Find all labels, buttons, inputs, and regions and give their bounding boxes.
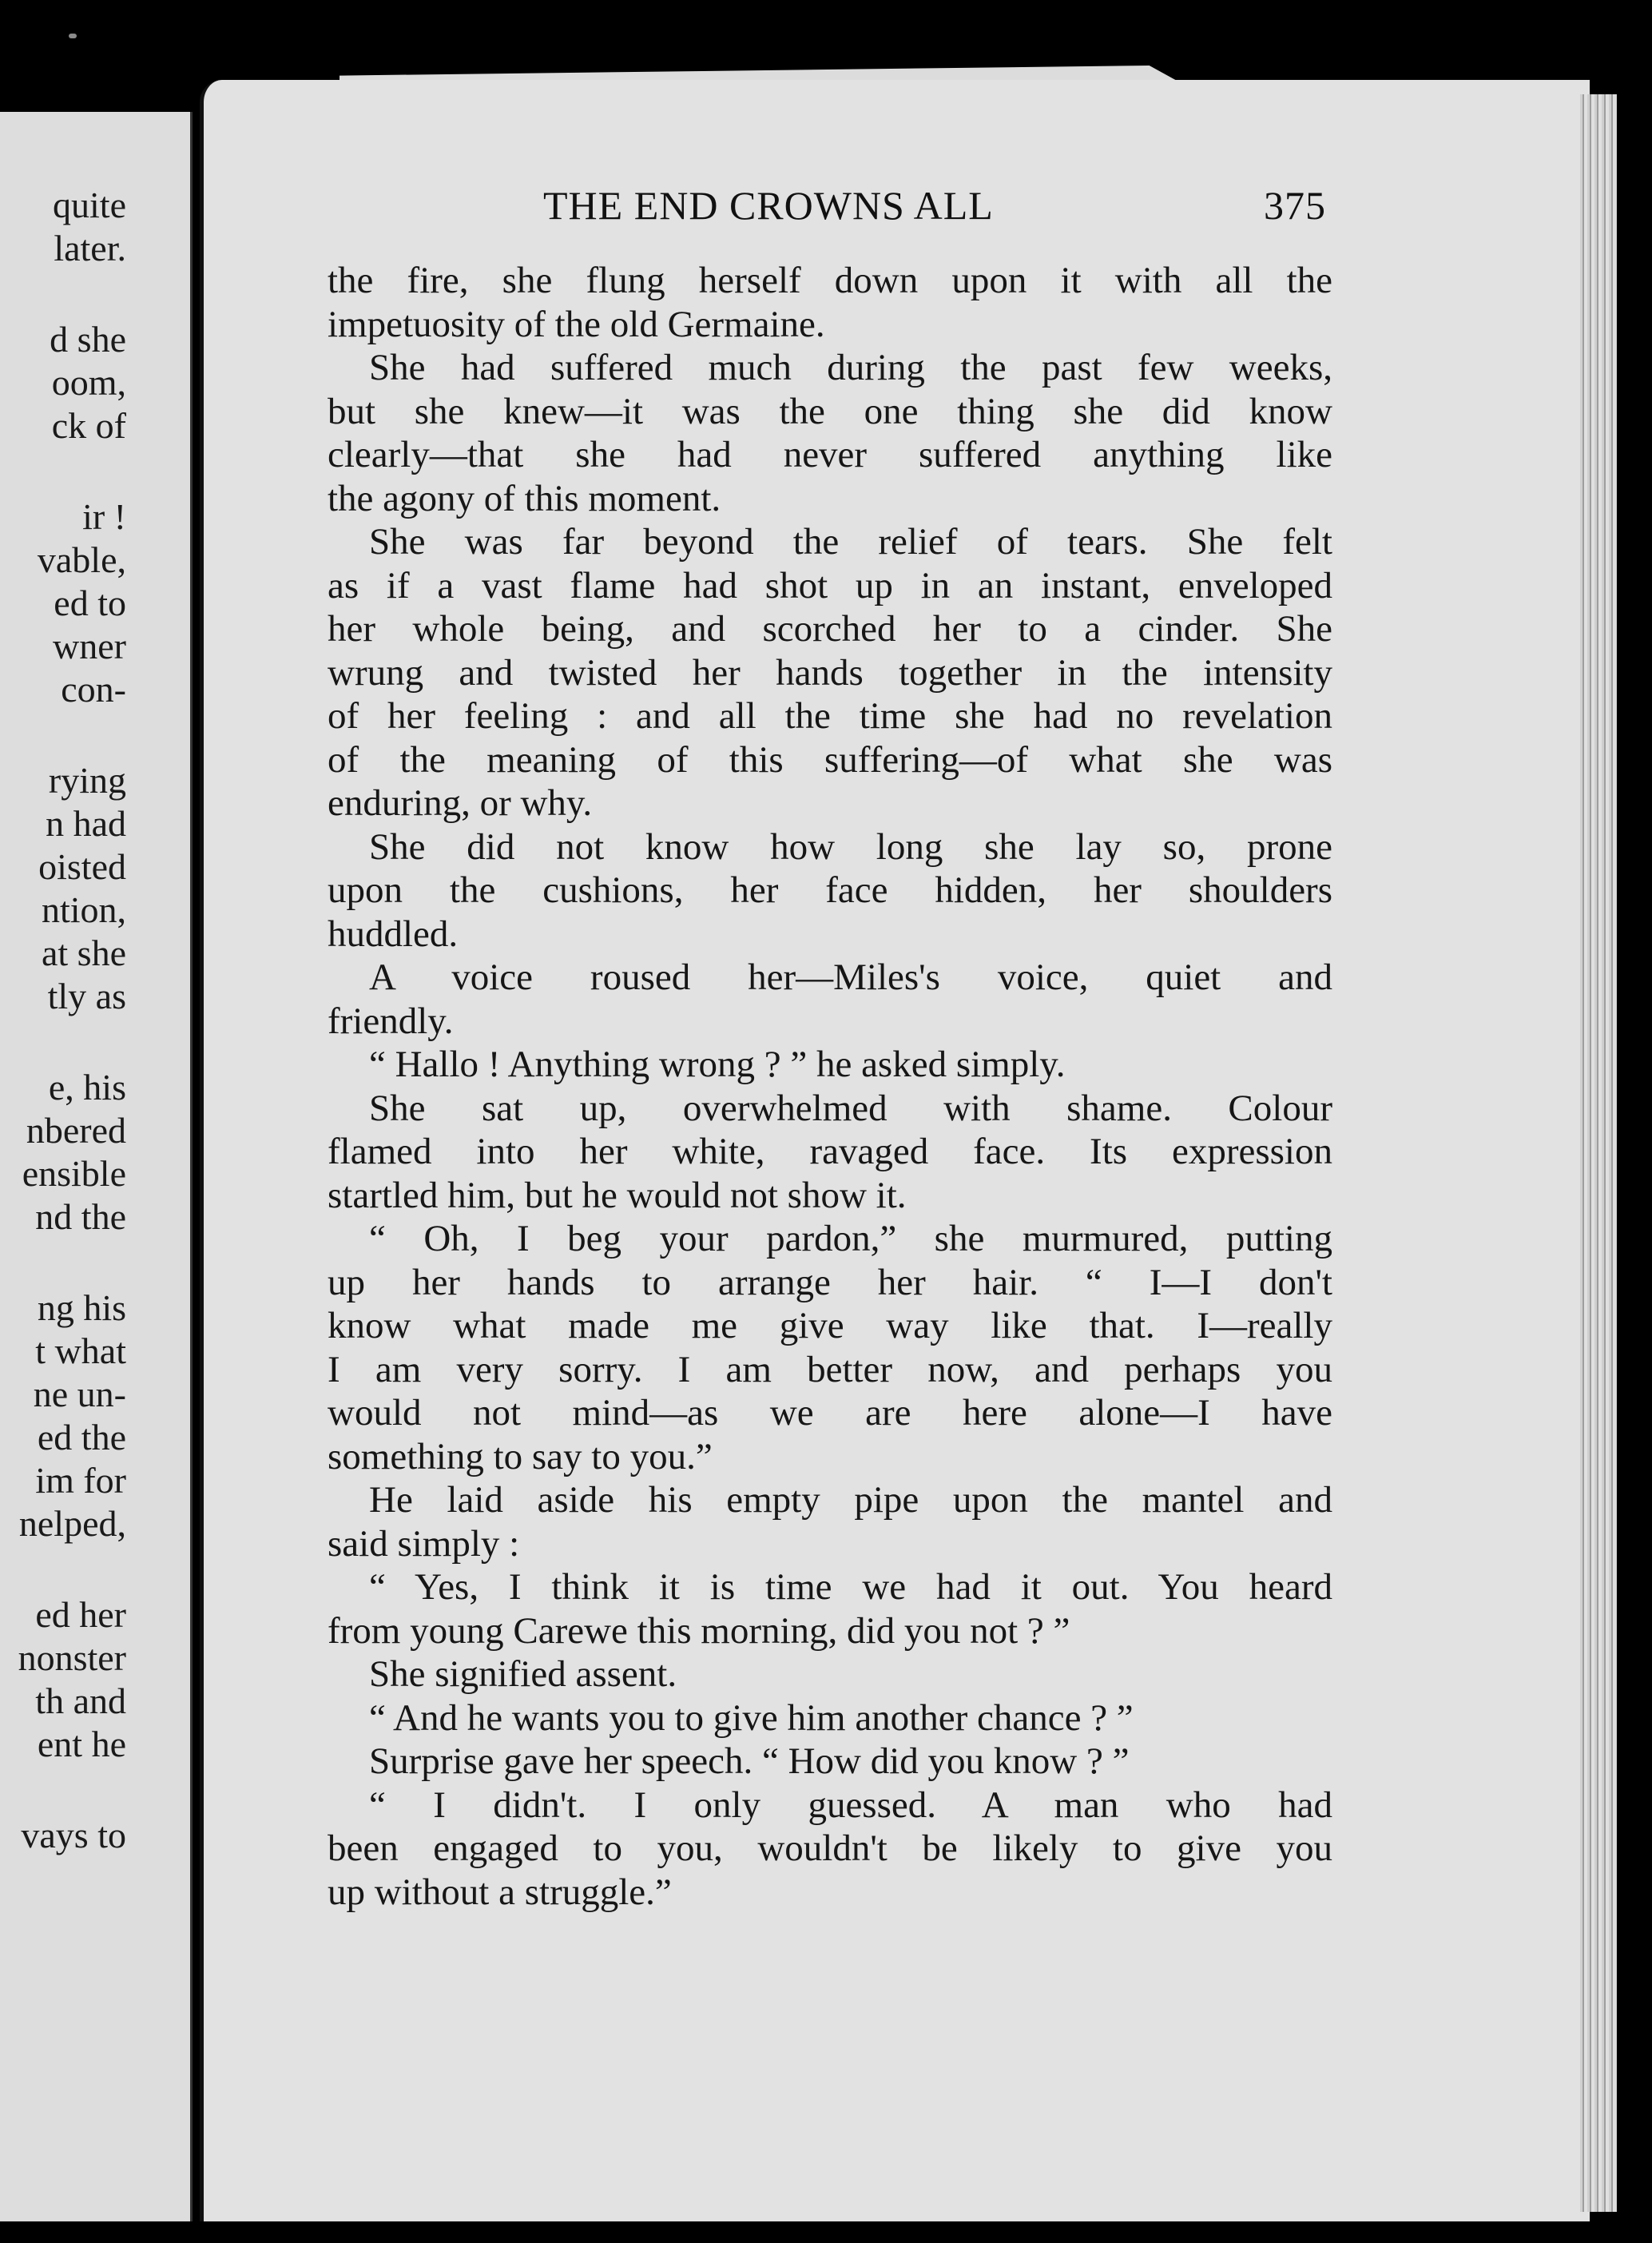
left-page-fragment: nonster — [18, 1637, 126, 1678]
left-page-fragment: ck of — [51, 405, 126, 446]
left-page-fragment: nbered — [26, 1110, 126, 1151]
text-line: “ Hallo ! Anything wrong ? ” he asked simply. — [369, 1044, 1066, 1085]
left-page-fragment: ed her — [35, 1594, 126, 1635]
left-page-fragment: th and — [35, 1680, 126, 1721]
scan-speck — [69, 34, 77, 38]
text-line: something to say to you.” — [328, 1435, 713, 1477]
left-page-fragment: later. — [54, 228, 126, 268]
text-line: said simply : — [328, 1522, 520, 1565]
text-line: from young Carewe this morning, did you not ? ” — [328, 1609, 1070, 1652]
text-line: startled him, but he would not show it. — [328, 1174, 907, 1216]
text-line: She had suffered much during the past few weeks, — [369, 347, 1332, 388]
text-line: impetuosity of the old Germaine. — [328, 303, 825, 345]
text-line: Surprise gave her speech. “ How did you know ? ” — [369, 1740, 1130, 1782]
text-line: the fire, she flung herself down upon it with all the — [328, 260, 1332, 301]
text-line: been engaged to you, wouldn't be likely to give you — [328, 1827, 1332, 1869]
text-line: her whole being, and scorched her to a cinder. She — [328, 608, 1332, 650]
left-page-fragment: wner — [53, 626, 126, 666]
text-line: as if a vast flame had shot up in an instant, enveloped — [328, 564, 1332, 606]
left-page-fragment: ntion, — [41, 889, 126, 930]
running-head — [328, 182, 1326, 230]
left-page-fragment: ng his — [37, 1287, 126, 1328]
left-page-fragment: con- — [61, 669, 126, 710]
text-line: “ Yes, I think it is time we had it out. You heard — [369, 1566, 1332, 1608]
text-line: She did not know how long she lay so, prone — [369, 825, 1332, 868]
left-page-fragment: ir ! — [82, 496, 126, 537]
left-page-fragment: nd the — [35, 1196, 126, 1237]
text-line: She was far beyond the relief of tears. She felt — [369, 521, 1332, 563]
text-line: “ Oh, I beg your pardon,” she murmured, putting — [369, 1218, 1332, 1259]
left-page-fragment: ed the — [37, 1417, 126, 1458]
left-page-fragment: e, his — [48, 1067, 126, 1108]
text-line: but she knew—it was the one thing she did know — [328, 390, 1332, 432]
text-line: She sat up, overwhelmed with shame. Colour — [369, 1087, 1332, 1129]
left-page-fragment: tly as — [47, 976, 126, 1016]
left-page-fragment: im for — [35, 1460, 126, 1501]
left-page-fragment: nelped, — [18, 1503, 126, 1544]
left-page-fragment: ent he — [37, 1724, 126, 1764]
left-page-fragment: vays to — [21, 1815, 126, 1855]
left-page-fragment: d she — [50, 319, 126, 360]
text-line: wrung and twisted her hands together in the intensity — [328, 651, 1332, 694]
page-edge-shadow — [1580, 94, 1617, 2212]
left-page-fragment: t what — [35, 1330, 126, 1371]
text-line: huddled. — [328, 913, 459, 955]
text-line: A voice roused her—Miles's voice, quiet and — [369, 956, 1332, 998]
text-line: “ And he wants you to give him another chance ? ” — [369, 1696, 1134, 1739]
text-line: up her hands to arrange her hair. “ I—I don't — [328, 1261, 1332, 1303]
left-page-fragment: ed to — [54, 583, 126, 623]
left-page-fragment: ne un- — [33, 1374, 126, 1414]
text-line: He laid aside his empty pipe upon the mantel and — [369, 1479, 1332, 1521]
text-line: upon the cushions, her face hidden, her shoulders — [328, 869, 1332, 911]
body-text — [328, 259, 1332, 1914]
left-page — [0, 112, 193, 2221]
text-line: the agony of this moment. — [328, 477, 721, 519]
left-page-fragment: oom, — [51, 362, 126, 403]
text-line: flamed into her white, ravaged face. Its expression — [328, 1131, 1332, 1172]
text-line: of her feeling : and all the time she had no revelation — [328, 695, 1332, 737]
text-line: friendly. — [328, 1000, 454, 1042]
left-page-fragment: ensible — [22, 1153, 126, 1194]
left-page-fragment: at she — [41, 933, 126, 973]
left-page-fragment: oisted — [38, 846, 126, 887]
running-head-title: THE END CROWNS ALL — [543, 183, 994, 228]
text-line: She signified assent. — [369, 1653, 677, 1695]
text-line: enduring, or why. — [328, 782, 593, 824]
left-page-fragment: quite — [53, 185, 126, 225]
text-line: of the meaning of this suffering—of what she was — [328, 738, 1332, 781]
page-number: 375 — [1264, 183, 1326, 228]
text-line: would not mind—as we are here alone—I have — [328, 1392, 1332, 1434]
text-line: know what made me give way like that. I—really — [328, 1305, 1332, 1346]
text-line: up without a struggle.” — [328, 1871, 672, 1913]
text-line: clearly—that she had never suffered anything like — [328, 434, 1332, 475]
left-page-fragment: rying — [48, 760, 126, 801]
left-page-fragment: n had — [46, 803, 126, 844]
left-page-fragment: vable, — [37, 539, 126, 580]
text-line: “ I didn't. I only guessed. A man who had — [369, 1784, 1332, 1826]
text-line: I am very sorry. I am better now, and perhaps you — [328, 1348, 1332, 1390]
